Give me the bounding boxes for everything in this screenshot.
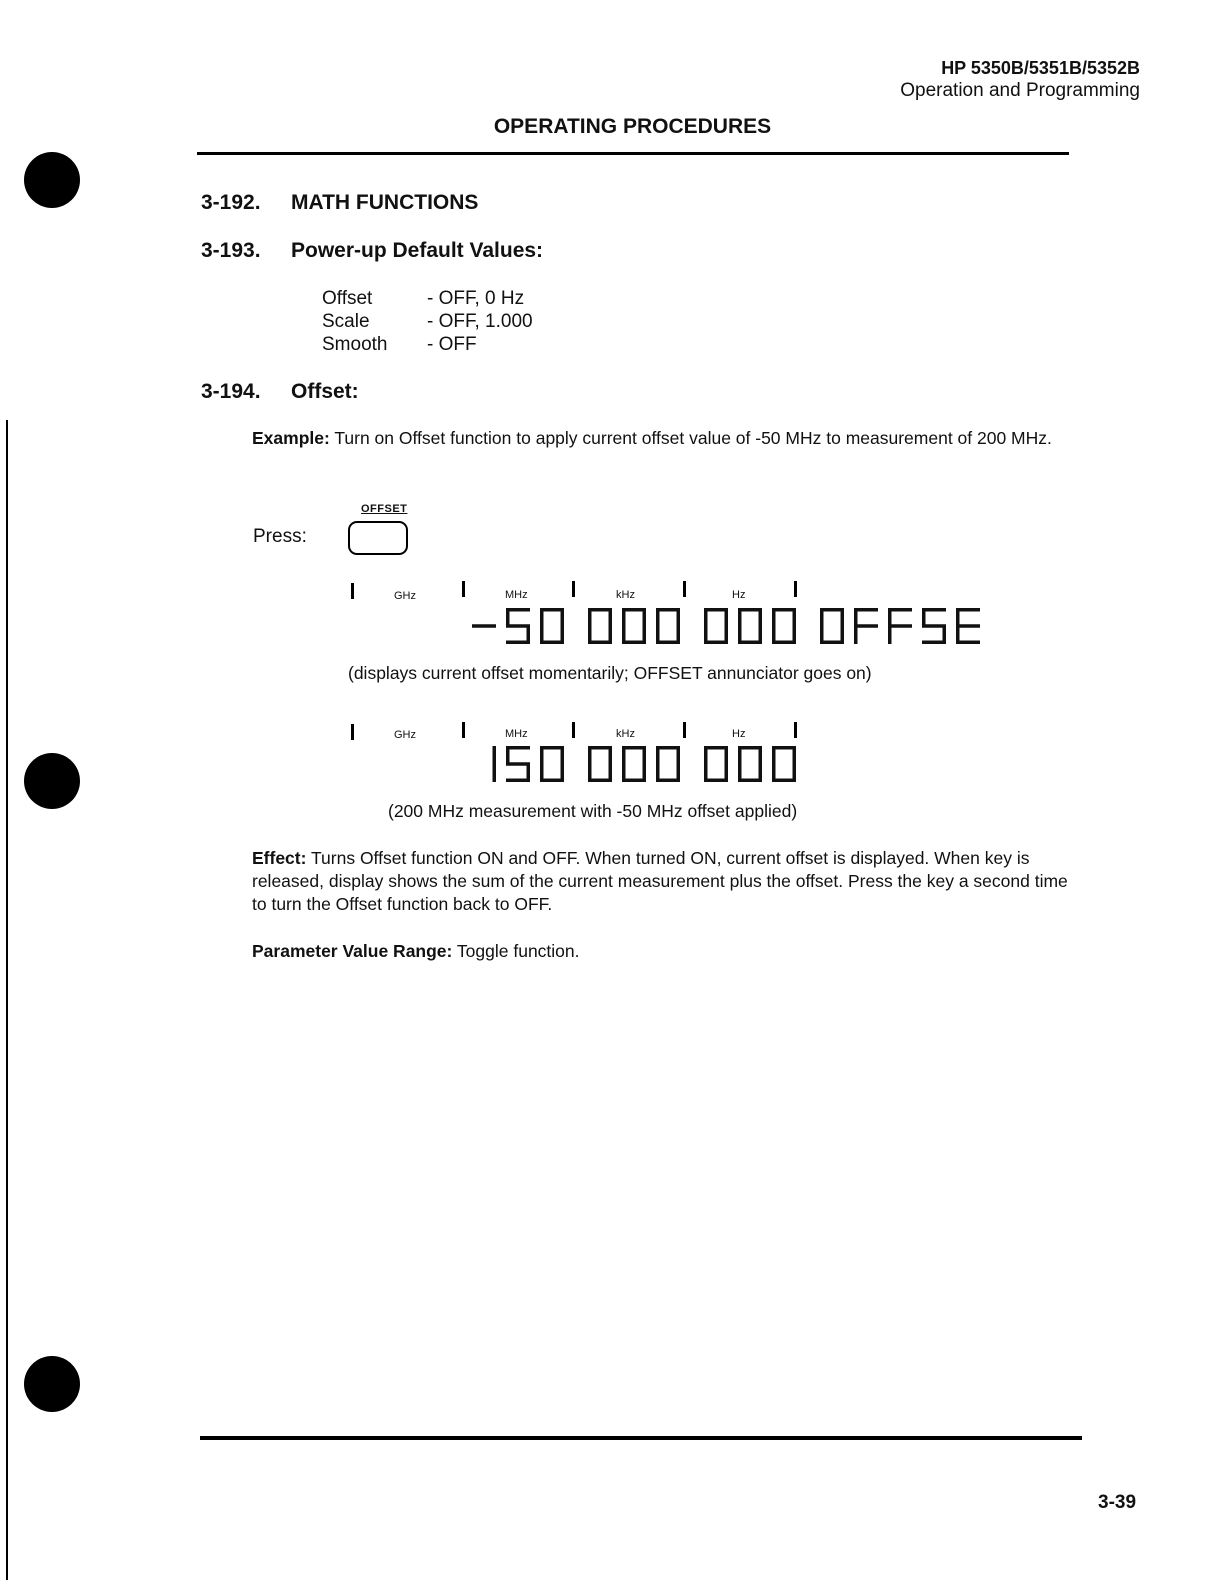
seven-segment-readout bbox=[470, 604, 990, 648]
defaults-table bbox=[322, 287, 533, 356]
display-divider bbox=[683, 722, 686, 738]
display-digit bbox=[540, 608, 564, 644]
unit-hz: Hz bbox=[732, 589, 746, 601]
defaults-row bbox=[322, 310, 533, 333]
default-value: - OFF, 1.000 bbox=[427, 311, 533, 332]
display-divider bbox=[462, 581, 465, 597]
default-name: Smooth bbox=[322, 334, 388, 355]
display-divider bbox=[462, 722, 465, 738]
seven-segment-readout bbox=[470, 742, 810, 786]
page-number: 3-39 bbox=[1098, 1492, 1137, 1513]
display-divider bbox=[794, 722, 797, 738]
scan-edge bbox=[6, 420, 8, 1580]
display-divider bbox=[351, 724, 354, 740]
display-digit bbox=[622, 608, 646, 644]
offset-key[interactable] bbox=[348, 521, 408, 555]
display-digit bbox=[506, 746, 530, 782]
default-value: - OFF bbox=[427, 334, 477, 355]
example-text: Turn on Offset function to apply current offset value of -50 MHz to measurement of 200 MHz. bbox=[334, 428, 1052, 448]
unit-ghz: GHz bbox=[394, 590, 416, 602]
display-divider bbox=[794, 581, 797, 597]
effect-text: Turns Offset function ON and OFF. When turned ON, current offset is displayed. When key is released, display shows the sum of the current measurement plus the offset. Press the key a second time to turn the Offset function back to OFF. bbox=[252, 848, 1068, 914]
section-offset bbox=[201, 380, 359, 404]
header-model: HP 5350B/5351B/5352B bbox=[941, 58, 1140, 78]
display-2-caption: (200 MHz measurement with -50 MHz offset applied) bbox=[388, 801, 798, 821]
display-digit bbox=[922, 608, 946, 644]
display-digit bbox=[888, 608, 912, 644]
section-number: 3-194. bbox=[201, 380, 261, 403]
section-title: Offset: bbox=[291, 380, 359, 403]
display-divider bbox=[351, 583, 354, 599]
section-defaults bbox=[201, 239, 543, 263]
binder-hole-top bbox=[24, 152, 80, 208]
display-digit bbox=[704, 746, 728, 782]
section-title: Power-up Default Values: bbox=[291, 239, 544, 262]
unit-hz: Hz bbox=[732, 728, 746, 740]
binder-hole-middle bbox=[24, 753, 80, 809]
section-number: 3-193. bbox=[201, 239, 261, 262]
display-divider bbox=[572, 722, 575, 738]
display-1-caption: (displays current offset momentarily; OFFSET annunciator goes on) bbox=[348, 663, 872, 683]
page-title: OPERATING PROCEDURES bbox=[493, 115, 772, 138]
display-divider bbox=[572, 581, 575, 597]
display-divider bbox=[683, 581, 686, 597]
display-digit bbox=[656, 746, 680, 782]
header-rule bbox=[197, 152, 1069, 155]
display-digit bbox=[738, 608, 762, 644]
display-digit bbox=[956, 608, 980, 644]
unit-khz: kHz bbox=[616, 589, 635, 601]
display-digit bbox=[588, 746, 612, 782]
parameter-text: Toggle function. bbox=[456, 941, 580, 961]
default-name: Offset bbox=[322, 288, 373, 309]
display-digit bbox=[772, 746, 796, 782]
display-digit bbox=[820, 608, 844, 644]
header-subtitle: Operation and Programming bbox=[900, 80, 1140, 101]
example-label: Example: bbox=[252, 428, 330, 448]
display-digit bbox=[493, 746, 497, 782]
display-digit bbox=[738, 746, 762, 782]
example-paragraph bbox=[252, 427, 1072, 450]
unit-ghz: GHz bbox=[394, 729, 416, 741]
unit-mhz: MHz bbox=[505, 728, 528, 740]
section-math-functions bbox=[201, 191, 478, 215]
unit-khz: kHz bbox=[616, 728, 635, 740]
display-digit bbox=[854, 608, 878, 644]
footer-rule bbox=[200, 1436, 1082, 1440]
offset-key-label: OFFSET bbox=[361, 503, 408, 515]
display-digit bbox=[506, 608, 530, 644]
press-label: Press: bbox=[253, 526, 307, 547]
display-digit bbox=[588, 608, 612, 644]
section-number: 3-192. bbox=[201, 191, 261, 214]
parameter-label: Parameter Value Range: bbox=[252, 941, 453, 961]
display-digit bbox=[472, 624, 496, 628]
default-value: - OFF, 0 Hz bbox=[427, 288, 525, 309]
defaults-row bbox=[322, 287, 533, 310]
effect-paragraph bbox=[252, 847, 1072, 916]
default-name: Scale bbox=[322, 311, 370, 332]
display-digit bbox=[622, 746, 646, 782]
display-digit bbox=[540, 746, 564, 782]
section-title: MATH FUNCTIONS bbox=[291, 191, 479, 214]
binder-hole-bottom bbox=[24, 1356, 80, 1412]
defaults-row bbox=[322, 333, 533, 356]
display-digit bbox=[704, 608, 728, 644]
effect-label: Effect: bbox=[252, 848, 307, 868]
parameter-paragraph bbox=[252, 940, 1072, 963]
unit-mhz: MHz bbox=[505, 589, 528, 601]
display-digit bbox=[772, 608, 796, 644]
display-digit bbox=[656, 608, 680, 644]
